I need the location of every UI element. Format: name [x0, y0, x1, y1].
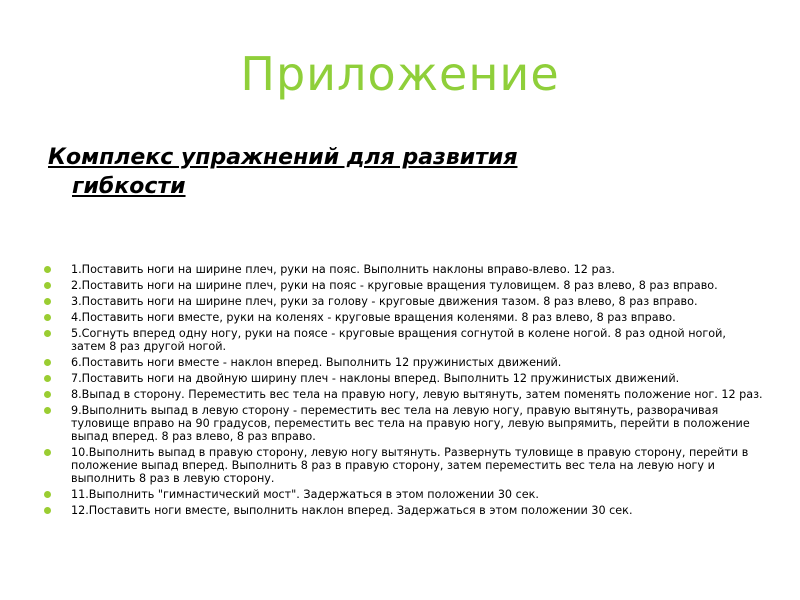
exercise-item: [44, 295, 764, 308]
bullet-dot-icon: [44, 330, 51, 337]
exercise-text: 6.Поставить ноги вместе - наклон вперед. Выполнить 12 пружинистых движений.: [71, 356, 562, 369]
bullet-dot-icon: [44, 407, 51, 414]
bullet-dot-icon: [44, 282, 51, 289]
exercise-item: [44, 388, 764, 401]
exercise-text: 1.Поставить ноги на ширине плеч, руки на пояс. Выполнить наклоны вправо-влево. 12 раз.: [71, 263, 615, 276]
exercise-item: [44, 311, 764, 324]
exercise-item: [44, 356, 764, 369]
exercise-text: 7.Поставить ноги на двойную ширину плеч - наклоны вперед. Выполнить 12 пружинистых движений.: [71, 372, 680, 385]
exercise-text: 10.Выполнить выпад в правую сторону, левую ногу вытянуть. Развернуть туловище в правую сторону, перейти в положение выпад вперед. Выполнить 8 раз в правую сторону, затем переместить вес тела на левую ногу и выполнить 8 раз в левую сторону.: [71, 446, 749, 485]
exercise-item: [44, 488, 764, 501]
bullet-dot-icon: [44, 359, 51, 366]
exercise-item: [44, 404, 764, 443]
exercise-item: [44, 327, 764, 353]
bullet-dot-icon: [44, 314, 51, 321]
exercise-text: 12.Поставить ноги вместе, выполнить наклон вперед. Задержаться в этом положении 30 сек.: [71, 504, 633, 517]
bullet-dot-icon: [44, 507, 51, 514]
bullet-dot-icon: [44, 298, 51, 305]
exercise-item: [44, 504, 764, 517]
exercise-text: 11.Выполнить "гимнастический мост". Задержаться в этом положении 30 сек.: [71, 488, 539, 501]
exercise-text: 8.Выпад в сторону. Переместить вес тела на правую ногу, левую вытянуть, затем поменять положение ног. 12 раз.: [71, 388, 763, 401]
exercise-text: 4.Поставить ноги вместе, руки на коленях - круговые вращения коленями. 8 раз влево, 8 раз вправо.: [71, 311, 676, 324]
slide-subtitle: [48, 143, 668, 201]
slide-title: Приложение: [240, 47, 560, 101]
exercise-text: 5.Согнуть вперед одну ногу, руки на поясе - круговые вращения согнутой в колене ногой. 8 раз одной ногой, затем 8 раз другой ногой.: [71, 327, 726, 353]
exercise-text: 2.Поставить ноги на ширине плеч, руки на пояс - круговые вращения туловищем. 8 раз влево, 8 раз вправо.: [71, 279, 718, 292]
subtitle-line-2: гибкости: [72, 174, 186, 199]
bullet-dot-icon: [44, 491, 51, 498]
exercise-item: [44, 446, 764, 485]
bullet-dot-icon: [44, 391, 51, 398]
exercise-list: [44, 263, 764, 520]
exercise-text: 3.Поставить ноги на ширине плеч, руки за голову - круговые движения тазом. 8 раз влево, 8 раз вправо.: [71, 295, 698, 308]
exercise-text: 9.Выполнить выпад в левую сторону - переместить вес тела на левую ногу, правую вытянуть, разворачивая туловище вправо на 90 градусов, переместить вес тела на правую ногу, левую выпрямить, перейти в положение выпад вперед. 8 раз влево, 8 раз вправо.: [71, 404, 750, 443]
exercise-item: [44, 372, 764, 385]
bullet-dot-icon: [44, 266, 51, 273]
subtitle-line-1: Комплекс упражнений для развития: [48, 145, 518, 170]
bullet-dot-icon: [44, 449, 51, 456]
exercise-item: [44, 279, 764, 292]
bullet-dot-icon: [44, 375, 51, 382]
exercise-item: [44, 263, 764, 276]
